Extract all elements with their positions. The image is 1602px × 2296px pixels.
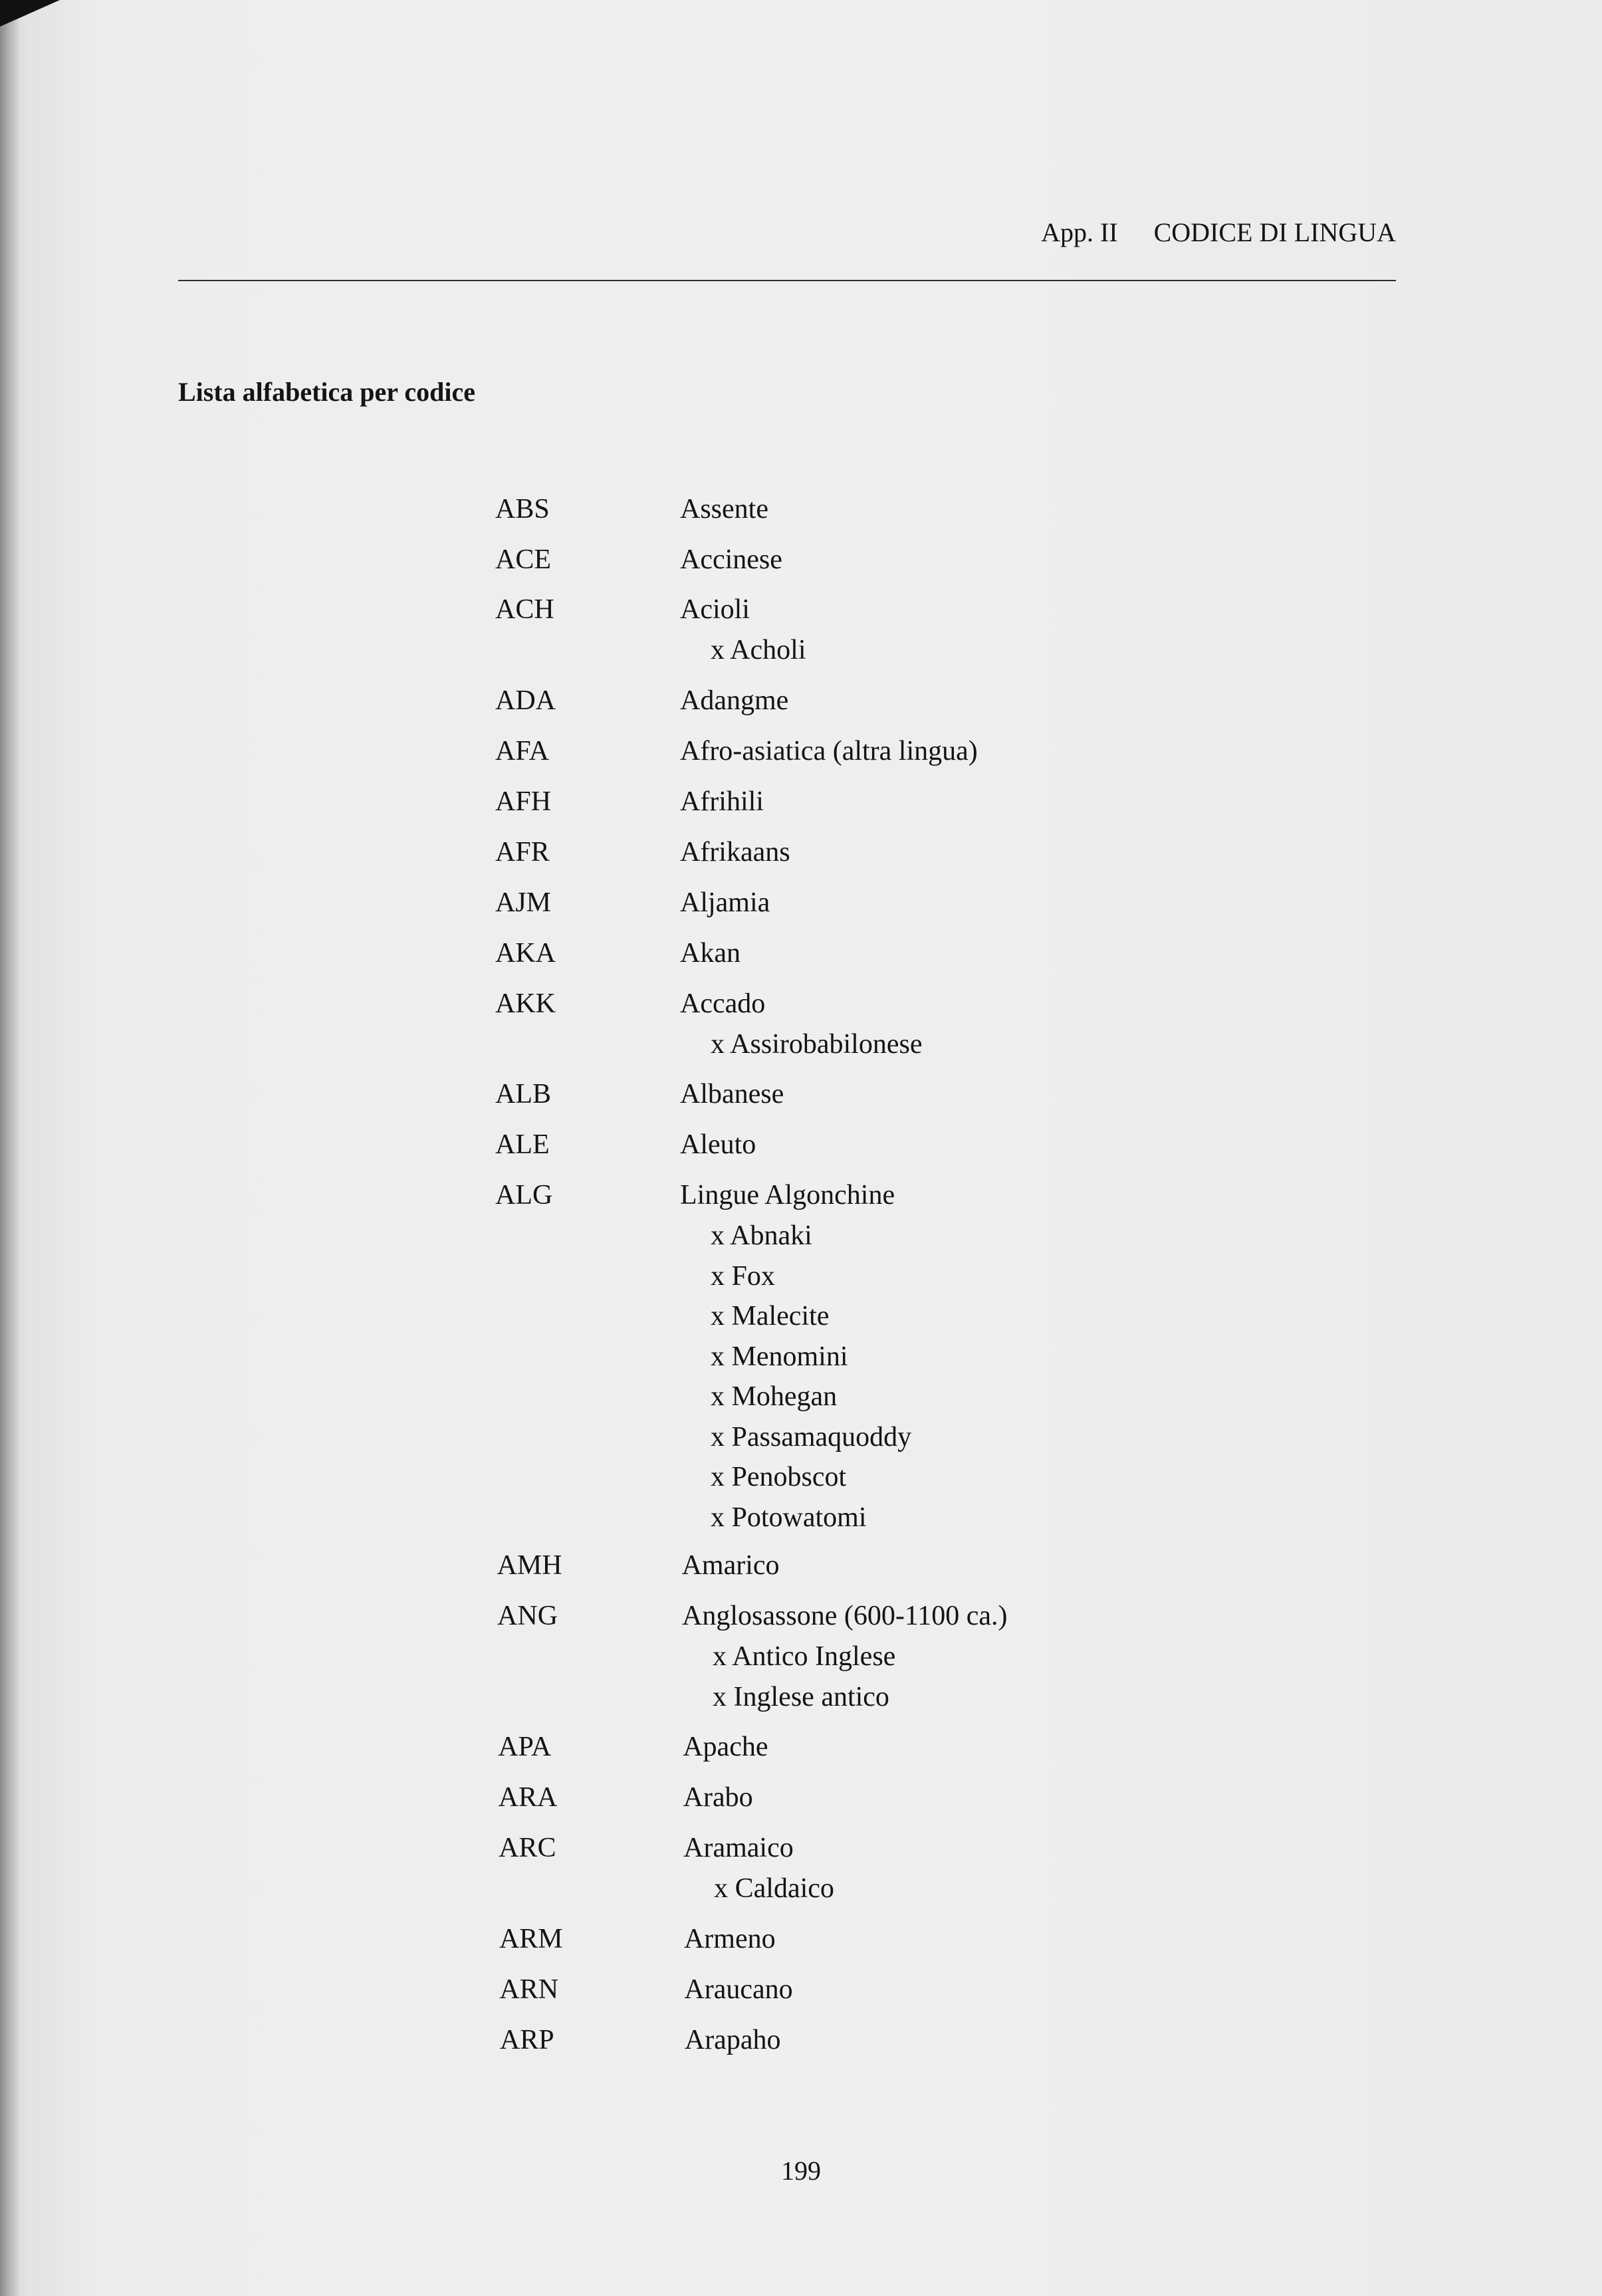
- list-item: [0, 544, 1602, 584]
- header-title: CODICE DI LINGUA: [1153, 217, 1396, 247]
- language-name: Akan: [680, 938, 741, 969]
- language-name: Aramaico: [683, 1833, 794, 1863]
- language-name: Afrihili: [680, 786, 764, 817]
- see-reference: x Antico Inglese: [713, 1641, 896, 1672]
- language-name: Lingue Algonchine: [680, 1180, 895, 1210]
- list-item: [0, 1550, 1602, 1589]
- list-item: [0, 2024, 1602, 2064]
- language-name: Albanese: [680, 1079, 784, 1109]
- language-code: ALB: [495, 1079, 551, 1109]
- language-code: APA: [498, 1732, 552, 1762]
- language-name: Amarico: [681, 1550, 780, 1581]
- language-name: Accado: [680, 988, 766, 1019]
- language-code: ARA: [498, 1782, 558, 1813]
- list-item: [0, 1781, 1602, 1821]
- language-code: ANG: [497, 1601, 558, 1631]
- see-reference: x Abnaki: [711, 1220, 812, 1251]
- language-name: Aleuto: [680, 1129, 756, 1160]
- list-item: [0, 1600, 1602, 1712]
- language-code: ALE: [495, 1129, 550, 1160]
- language-name: Assente: [680, 494, 768, 524]
- language-code: ARC: [499, 1833, 556, 1863]
- language-name: Adangme: [680, 685, 789, 716]
- language-code: ARM: [499, 1924, 563, 1954]
- language-code: AFH: [495, 786, 552, 817]
- see-reference: x Menomini: [711, 1341, 848, 1372]
- list-item: [0, 786, 1602, 826]
- language-name: Arabo: [683, 1782, 753, 1813]
- language-code: ACH: [495, 594, 554, 625]
- list-item: [0, 1129, 1602, 1169]
- language-name: Anglosassone (600-1100 ca.): [682, 1601, 1008, 1631]
- language-name: Armeno: [683, 1924, 776, 1954]
- language-name: Aljamia: [680, 887, 770, 918]
- see-reference: x Passamaquoddy: [711, 1421, 912, 1452]
- language-name: Afrikaans: [680, 837, 790, 867]
- see-reference: x Penobscot: [711, 1462, 847, 1492]
- language-name: Afro-asiatica (altra lingua): [680, 736, 978, 766]
- list-item: [0, 1923, 1602, 1963]
- see-reference: x Potowatomi: [711, 1502, 867, 1533]
- appendix-label: App. II: [1041, 217, 1118, 247]
- language-name: Acioli: [680, 594, 750, 625]
- language-name: Araucano: [684, 1974, 793, 2005]
- language-code: ABS: [495, 494, 550, 524]
- list-item: [0, 988, 1602, 1060]
- list-item: [0, 887, 1602, 927]
- list-item: [0, 685, 1602, 725]
- list-item: [0, 836, 1602, 876]
- language-code: ARP: [499, 2025, 554, 2055]
- language-code: AKA: [495, 938, 556, 969]
- list-item: [0, 1731, 1602, 1771]
- list-item: [0, 937, 1602, 977]
- list-item: [0, 1974, 1602, 2013]
- language-code: AFR: [495, 837, 550, 867]
- language-code: AFA: [495, 736, 549, 766]
- see-reference: x Assirobabilonese: [711, 1029, 923, 1060]
- page-number: 199: [781, 2156, 821, 2186]
- see-reference: x Acholi: [711, 635, 806, 665]
- language-code: AMH: [497, 1550, 562, 1581]
- see-reference: x Fox: [711, 1260, 775, 1292]
- see-reference: x Malecite: [711, 1301, 830, 1331]
- language-name: Apache: [683, 1732, 768, 1762]
- language-code: AJM: [495, 887, 552, 918]
- list-item: [0, 493, 1602, 533]
- section-title: Lista alfabetica per codice: [178, 377, 475, 407]
- list-item: [0, 735, 1602, 775]
- see-reference: x Inglese antico: [713, 1681, 889, 1712]
- language-code: ARN: [499, 1974, 559, 2005]
- list-item: [0, 1179, 1602, 1533]
- see-reference: x Caldaico: [714, 1873, 834, 1904]
- list-item: [0, 594, 1602, 665]
- language-code: AKK: [495, 988, 556, 1019]
- list-item: [0, 1078, 1602, 1118]
- see-reference: x Mohegan: [711, 1381, 838, 1412]
- language-name: Arapaho: [684, 2025, 781, 2055]
- language-code: ALG: [495, 1180, 553, 1210]
- language-name: Accinese: [680, 544, 782, 575]
- language-code: ADA: [495, 685, 556, 716]
- language-code: ACE: [495, 544, 551, 575]
- list-item: [0, 1832, 1602, 1904]
